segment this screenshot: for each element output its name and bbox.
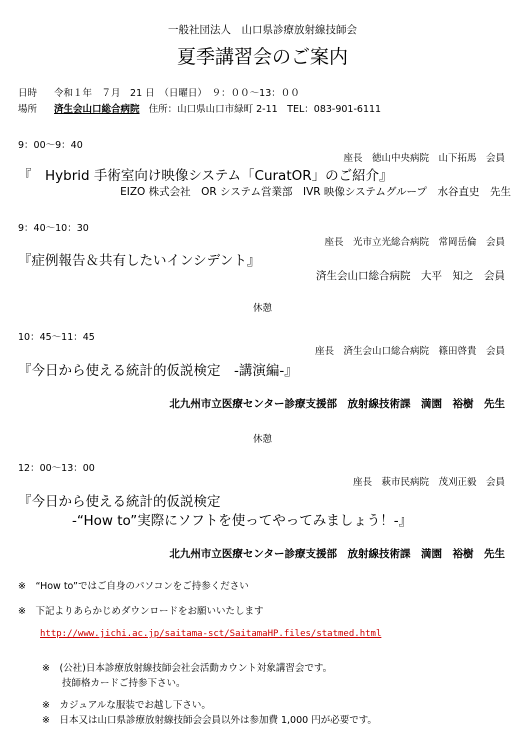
session-subtitle: -“How to”実際にソフトを使ってやってみましょう！-』 xyxy=(72,513,413,529)
session-title: 『症例報告＆共有したいインシデント』 xyxy=(18,253,261,269)
session-speaker: 済生会山口総合病院 大平 知之 会員 xyxy=(316,270,505,282)
date-value: 令和１年 ７月 21 日 （日曜日） ９：００～13：００ xyxy=(54,88,300,99)
session-title: 『今日から使える統計的仮説検定 -講演編-』 xyxy=(18,363,298,379)
session-time: 9：40～10：30 xyxy=(18,223,89,234)
session-chair: 座長 済生会山口総合病院 篠田啓貴 会員 xyxy=(314,346,505,357)
session-title: 『今日から使える統計的仮説検定 xyxy=(18,494,221,510)
page-title: 夏季講習会のご案内 xyxy=(176,46,348,68)
session-time: 12：00～13：00 xyxy=(18,463,95,474)
session-chair: 座長 萩市民病院 茂刈正毅 会員 xyxy=(352,477,505,488)
note-fee: ※ 日本又は山口県診療放射線技師会会員以外は参加費 1,000 円が必要です。 xyxy=(42,715,377,726)
session-speaker: 北九州市立医療センター診療支援部 放射線技術課 満園 裕樹 先生 xyxy=(169,398,505,410)
session-time: 9：00～9：40 xyxy=(18,140,83,151)
place-label: 場所 xyxy=(18,104,38,115)
session-speaker: EIZO 株式会社 OR システム営業部 IVR 映像システムグループ 水谷直史 先生 xyxy=(120,186,511,198)
note-count-2: 技師格カードご持参下さい。 xyxy=(62,678,186,689)
note-download: ※ 下記よりあらかじめダウンロードをお願いいたします xyxy=(18,606,264,617)
break-label: 休憩 xyxy=(252,434,272,445)
date-line xyxy=(18,85,300,99)
session-chair: 座長 光市立光総合病院 常岡岳倫 会員 xyxy=(324,237,505,248)
place-name: 済生会山口総合病院 xyxy=(54,104,140,115)
download-link[interactable]: http://www.jichi.ac.jp/saitama-sct/SaitamaHP.files/statmed.html xyxy=(40,629,382,639)
note-bring-pc: ※ “How to”ではご自身のパソコンをご持参ください xyxy=(18,581,249,592)
session-chair: 座長 徳山中央病院 山下拓馬 会員 xyxy=(343,153,505,164)
break-label: 休憩 xyxy=(252,303,272,314)
session-speaker: 北九州市立医療センター診療支援部 放射線技術課 満園 裕樹 先生 xyxy=(169,548,505,560)
place-line xyxy=(18,101,381,115)
note-casual: ※ カジュアルな服装でお越し下さい。 xyxy=(42,700,211,711)
session-time: 10：45～11：45 xyxy=(18,332,95,343)
note-count-1: ※ (公社)日本診療放射線技師会社会活動カウント対象講習会です。 xyxy=(42,663,333,674)
organization-name: 一般社団法人 山口県診療放射線技師会 xyxy=(168,24,357,36)
session-title: 『 Hybrid 手術室向け映像システム「CuratOR」のご紹介』 xyxy=(18,168,393,184)
place-address: 住所：山口県山口市緑町 2-11 TEL：083-901-6111 xyxy=(148,104,382,115)
date-label: 日時 xyxy=(18,88,38,99)
